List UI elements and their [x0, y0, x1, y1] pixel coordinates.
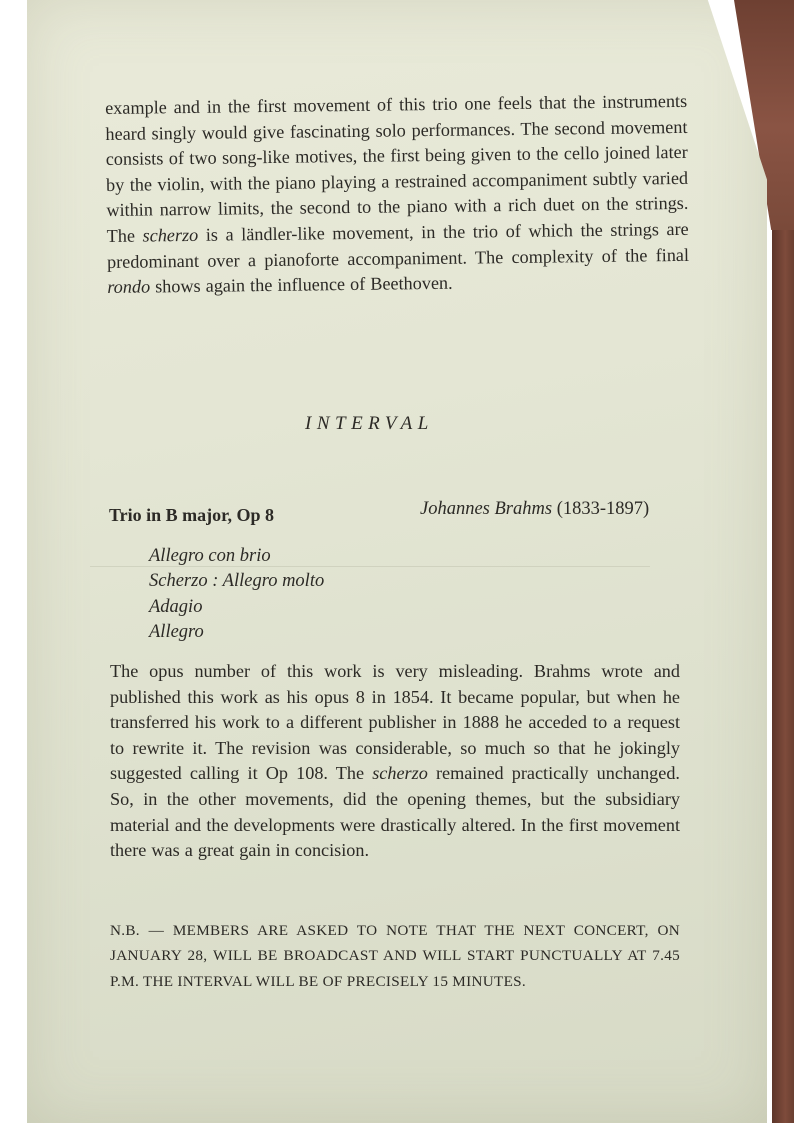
wooden-surface-side	[772, 230, 794, 1123]
movement-list	[149, 544, 324, 645]
intro-rondo-word: rondo	[107, 276, 151, 298]
intro-text-part3: shows again the influence of Beethoven.	[149, 272, 453, 297]
movement-item: Scherzo : Allegro molto	[149, 571, 325, 592]
composer-name: Johannes Brahms	[420, 499, 553, 519]
movement-item: Allegro	[149, 621, 204, 642]
composer-line	[420, 499, 649, 520]
movement-item: Allegro con brio	[149, 546, 271, 566]
programme-notes-paragraph	[110, 659, 680, 864]
work-title: Trio in B major, Op 8	[109, 505, 275, 525]
intro-text-part2: is a ländler-like movement, in the trio of which the strings are predominant over a pianoforte accompaniment. The complexity of the final	[106, 218, 690, 272]
intro-scherzo-word: scherzo	[142, 224, 199, 246]
notes-text-part1: The opus number of this work is very misleading. Brahms wrote and published this work as his opus 8 in 1854. It became popular, but when he transferred his work to a different publisher in 1888 he acceded to a request to rewrite it. The revision was considerable, so much so that he jokingly suggested calling it Op 108. The	[110, 661, 680, 784]
intro-paragraph	[105, 89, 689, 301]
intro-text-part1: example and in the first movement of this trio one feels that the instruments heard singly would give fascinating solo performances. The second movement consists of two song-like motives, the first being given to the cello joined later by the violin, with the piano playing a restrained accompaniment subtly varied within narrow limits, the second to the piano with a rich duet on the strings. The	[105, 90, 689, 246]
composer-dates: (1833-1897)	[556, 499, 650, 519]
interval-heading: INTERVAL	[305, 413, 434, 434]
nb-notice: N.B. — MEMBERS ARE ASKED TO NOTE THAT THE NEXT CONCERT, ON JANUARY 28, WILL BE BROADCAST AND WILL START PUNCTUALLY AT 7.45 P.M. THE INTERVAL WILL BE OF PRECISELY 15 MINUTES.	[110, 922, 680, 990]
notes-text-part2: remained practically unchanged. So, in the other movements, did the opening themes, but the subsidiary material and the developments were drastically altered. In the first movement there was a great gain in concision.	[110, 763, 680, 861]
movement-item: Adagio	[149, 596, 203, 617]
notes-scherzo-word: scherzo	[372, 763, 428, 784]
